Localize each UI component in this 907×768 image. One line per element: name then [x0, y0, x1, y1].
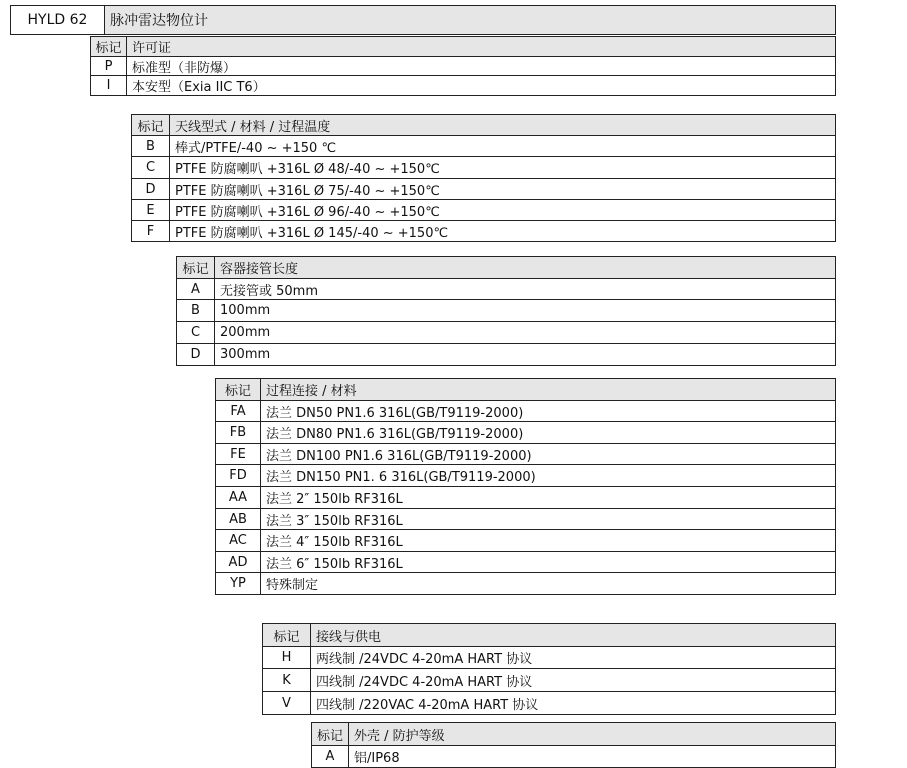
option-description: 棒式/PTFE/-40 ~ +150 ℃ — [169, 135, 836, 157]
option-code: YP — [215, 572, 261, 595]
option-description: 法兰 DN50 PN1.6 316L(GB/T9119-2000) — [260, 400, 836, 422]
option-description: PTFE 防腐喇叭 +316L Ø 75/-40 ~ +150℃ — [169, 178, 836, 200]
option-code: FA — [215, 400, 261, 422]
option-description: 300mm — [214, 343, 836, 366]
option-description: 法兰 3″ 150lb RF316L — [260, 508, 836, 530]
option-description: PTFE 防腐喇叭 +316L Ø 145/-40 ~ +150℃ — [169, 220, 836, 242]
section-4-header-code: 标记 — [215, 378, 261, 401]
option-code: FE — [215, 443, 261, 465]
option-code: A — [311, 745, 349, 768]
option-description: 法兰 DN80 PN1.6 316L(GB/T9119-2000) — [260, 421, 836, 444]
option-description: 四线制 /220VAC 4-20mA HART 协议 — [310, 691, 836, 715]
option-code: FB — [215, 421, 261, 444]
option-description: 法兰 DN150 PN1. 6 316L(GB/T9119-2000) — [260, 464, 836, 487]
section-2-header-code: 标记 — [131, 114, 170, 136]
section-5-header-title: 接线与供电 — [310, 623, 836, 647]
option-description: 特殊制定 — [260, 572, 836, 595]
option-code: AD — [215, 551, 261, 573]
option-code: AA — [215, 486, 261, 509]
option-code: I — [90, 75, 127, 96]
option-code: AC — [215, 529, 261, 552]
option-code: C — [176, 321, 215, 344]
section-1-header-code: 标记 — [90, 36, 127, 57]
option-description: 标准型（非防爆） — [126, 56, 836, 76]
option-code: C — [131, 156, 170, 179]
option-description: 100mm — [214, 299, 836, 322]
option-code: B — [176, 299, 215, 322]
section-2-header-title: 天线型式 / 材料 / 过程温度 — [169, 114, 836, 136]
option-description: 法兰 DN100 PN1.6 316L(GB/T9119-2000) — [260, 443, 836, 465]
section-3-header-title: 容器接管长度 — [214, 256, 836, 279]
option-description: 本安型（Exia IIC T6） — [126, 75, 836, 96]
section-5-header-code: 标记 — [262, 623, 311, 647]
model-code-cell: HYLD 62 — [10, 5, 105, 35]
option-description: 法兰 6″ 150lb RF316L — [260, 551, 836, 573]
section-4-header-title: 过程连接 / 材料 — [260, 378, 836, 401]
option-description: 法兰 2″ 150lb RF316L — [260, 486, 836, 509]
option-description: 两线制 /24VDC 4-20mA HART 协议 — [310, 646, 836, 669]
model-name-cell: 脉冲雷达物位计 — [104, 5, 836, 35]
option-code: B — [131, 135, 170, 157]
option-description: 四线制 /24VDC 4-20mA HART 协议 — [310, 668, 836, 692]
option-description: 法兰 4″ 150lb RF316L — [260, 529, 836, 552]
option-description: 200mm — [214, 321, 836, 344]
option-description: 无接管或 50mm — [214, 278, 836, 300]
option-code: A — [176, 278, 215, 300]
option-code: D — [131, 178, 170, 200]
option-code: D — [176, 343, 215, 366]
section-3-header-code: 标记 — [176, 256, 215, 279]
section-1-header-title: 许可证 — [126, 36, 836, 57]
option-code: P — [90, 56, 127, 76]
section-6-header-code: 标记 — [311, 722, 349, 746]
option-code: FD — [215, 464, 261, 487]
option-code: E — [131, 199, 170, 221]
option-code: V — [262, 691, 311, 715]
option-code: K — [262, 668, 311, 692]
section-6-header-title: 外壳 / 防护等级 — [348, 722, 836, 746]
option-code: AB — [215, 508, 261, 530]
option-description: PTFE 防腐喇叭 +316L Ø 96/-40 ~ +150℃ — [169, 199, 836, 221]
option-code: H — [262, 646, 311, 669]
option-description: PTFE 防腐喇叭 +316L Ø 48/-40 ~ +150℃ — [169, 156, 836, 179]
option-description: 铝/IP68 — [348, 745, 836, 768]
option-code: F — [131, 220, 170, 242]
